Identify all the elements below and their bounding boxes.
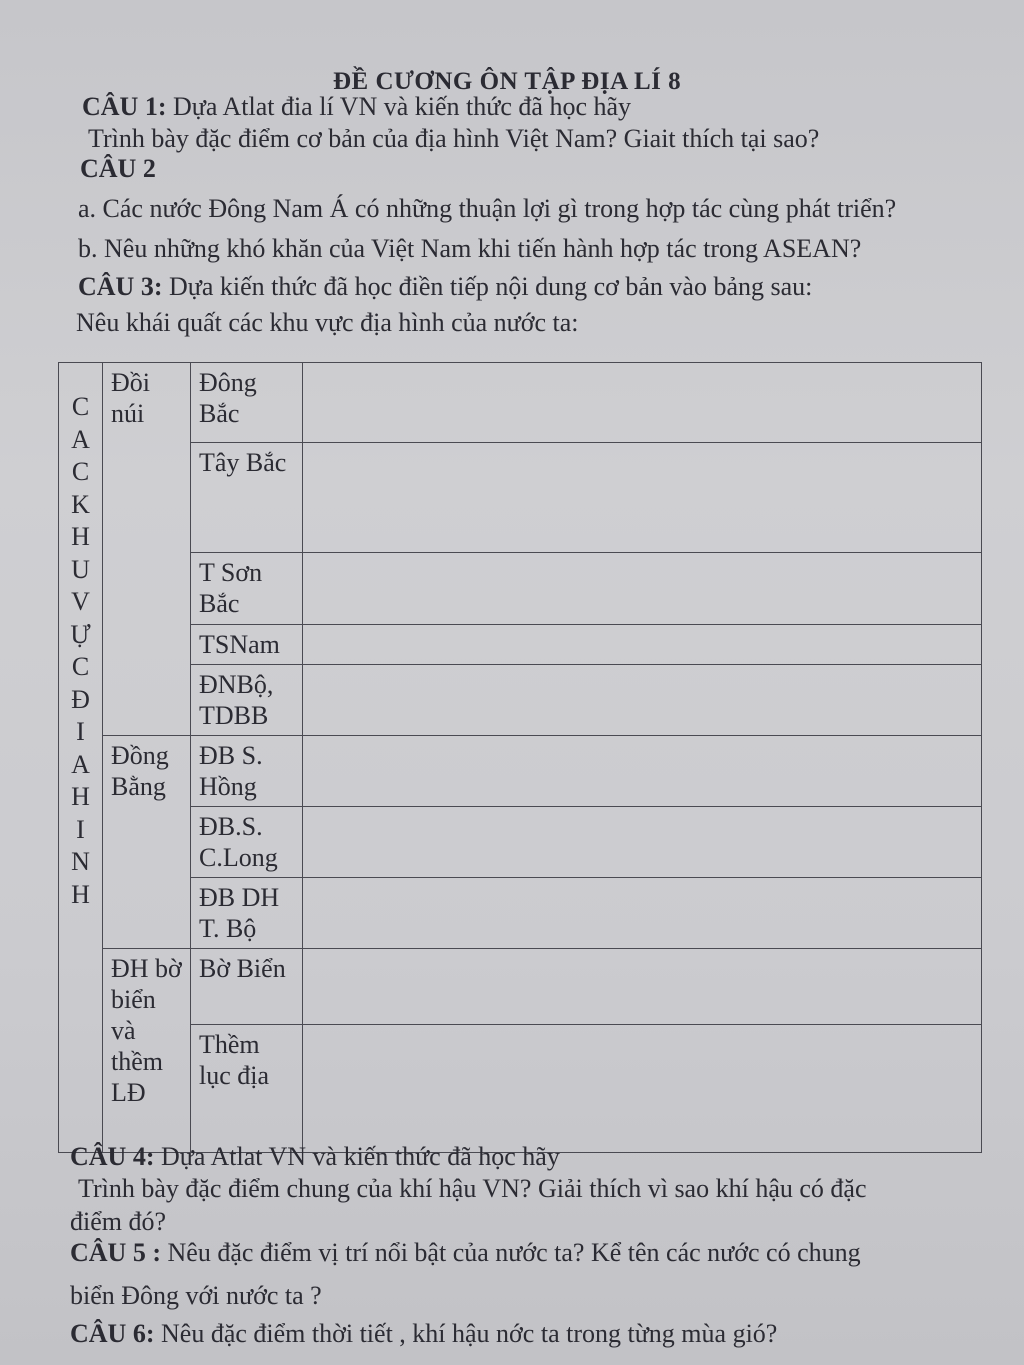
- question-6-text: Nêu đặc điểm thời tiết , khí hậu nớc ta trong từng mùa gió?: [154, 1319, 778, 1348]
- question-1: [82, 92, 631, 122]
- question-4-line-3: điểm đó?: [70, 1207, 167, 1236]
- region-label: Tây Bắc: [191, 443, 303, 553]
- region-label: ĐNBộ, TDBB: [191, 665, 303, 736]
- region-label: ĐB S. Hồng: [191, 736, 303, 807]
- answer-cell[interactable]: [303, 625, 982, 665]
- question-5: [70, 1238, 861, 1268]
- question-2-label: CÂU 2: [80, 154, 156, 183]
- question-4-label: CÂU 4:: [70, 1142, 155, 1171]
- question-6-label: CÂU 6:: [70, 1319, 155, 1348]
- terrain-regions-table: [58, 362, 982, 1153]
- question-3-text: Dựa kiến thức đã học điền tiếp nội dung cơ bản vào bảng sau:: [162, 272, 813, 301]
- answer-cell[interactable]: [303, 807, 982, 878]
- answer-cell[interactable]: [303, 1025, 982, 1153]
- region-label: T Sơn Bắc: [191, 553, 303, 625]
- answer-cell[interactable]: [303, 949, 982, 1025]
- region-label: ĐB DH T. Bộ: [191, 878, 303, 949]
- answer-cell[interactable]: [303, 363, 982, 443]
- group-coast-shelf: ĐH bờ biển và thềm LĐ: [103, 949, 191, 1153]
- side-vertical-label: C A C K H U V Ự C Đ I A H I N H: [59, 363, 103, 1153]
- answer-cell[interactable]: [303, 878, 982, 949]
- question-5-text: Nêu đặc điểm vị trí nổi bật của nước ta? Kể tên các nước có chung: [161, 1238, 861, 1267]
- question-5-line-2: biển Đông với nước ta ?: [70, 1281, 322, 1310]
- question-2-a: a. Các nước Đông Nam Á có những thuận lợi gì trong hợp tác cùng phát triển?: [78, 194, 897, 223]
- question-3-line-2: Nêu khái quất các khu vực địa hình của nước ta:: [76, 308, 579, 337]
- group-plains: Đồng Bằng: [103, 736, 191, 949]
- group-hills-mountains: Đồi núi: [103, 363, 191, 736]
- question-2-b: b. Nêu những khó khăn của Việt Nam khi tiến hành hợp tác trong ASEAN?: [78, 234, 862, 263]
- region-label: ĐB.S. C.Long: [191, 807, 303, 878]
- question-4-line-2: Trình bày đặc điểm chung của khí hậu VN? Giải thích vì sao khí hậu có đặc: [78, 1174, 867, 1203]
- question-1-text: Dựa Atlat đia lí VN và kiến thức đã học hãy: [166, 92, 632, 121]
- question-3-label: CÂU 3:: [78, 272, 163, 301]
- answer-cell[interactable]: [303, 736, 982, 807]
- answer-cell[interactable]: [303, 443, 982, 553]
- question-4-text: Dựa Atlat VN và kiến thức đã học hãy: [154, 1142, 560, 1171]
- region-label: Bờ Biển: [191, 949, 303, 1025]
- question-4: [70, 1142, 560, 1172]
- region-label: Thềm lục địa: [191, 1025, 303, 1153]
- page-title: ĐỀ CƯƠNG ÔN TẬP ĐỊA LÍ 8: [333, 68, 682, 95]
- question-3: [78, 272, 812, 302]
- question-6: [70, 1319, 777, 1349]
- question-1-line-2: Trình bày đặc điểm cơ bản của địa hình Việt Nam? Giait thích tại sao?: [88, 124, 820, 153]
- answer-cell[interactable]: [303, 665, 982, 736]
- region-label: TSNam: [191, 625, 303, 665]
- question-1-label: CÂU 1:: [82, 92, 167, 121]
- question-5-label: CÂU 5 :: [70, 1238, 161, 1267]
- answer-cell[interactable]: [303, 553, 982, 625]
- region-label: Đông Bắc: [191, 363, 303, 443]
